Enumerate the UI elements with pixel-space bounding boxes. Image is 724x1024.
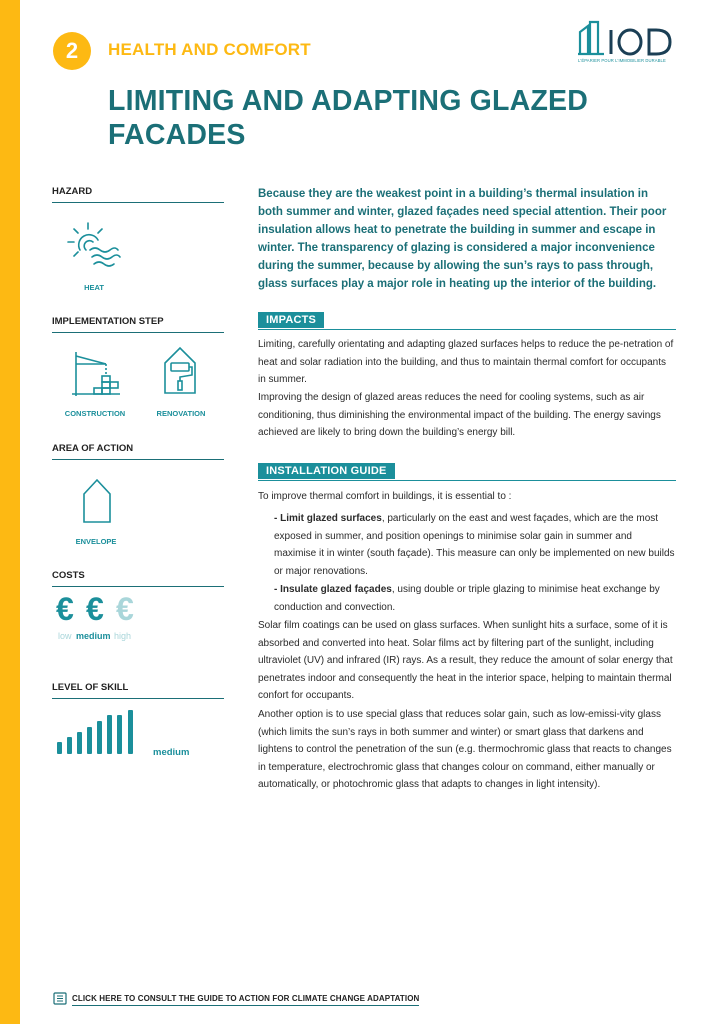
section-title: HEALTH AND COMFORT xyxy=(108,40,311,59)
skill-bar-7 xyxy=(117,715,122,754)
heat-icon xyxy=(66,220,122,272)
envelope-label: ENVELOPE xyxy=(75,537,117,546)
cost-label-high: high xyxy=(114,631,132,641)
skill-bar-6 xyxy=(107,715,112,754)
cost-euro-high: € xyxy=(116,591,134,627)
intro-paragraph: Because they are the weakest point in a building’s thermal insulation in both summer and winter, glazed façades need special attention. Their poor insulation allows heat to penetrate the building in summer and escape in winter. The transparency of glazing is considered a major inconvenience during the summer, because by allowing the sun’s rays to pass through, glass surfaces play a major role in heating up the interior of the building. xyxy=(258,188,667,290)
skill-bar-5 xyxy=(97,721,102,754)
envelope-house-icon xyxy=(82,478,112,524)
section-number-badge: 2 xyxy=(53,32,91,70)
renovation-label: RENOVATION xyxy=(156,409,206,418)
construction-icon xyxy=(72,350,122,398)
book-icon xyxy=(53,992,67,1005)
impacts-paragraph-1: Limiting, carefully orientating and adapting glazed surfaces helps to reduce the pe-netration of heat and solar radiation into the building, and thus to maintain thermal comfort for occupants in summer. xyxy=(258,339,674,385)
left-accent-bar xyxy=(0,0,20,1024)
skill-bar-2 xyxy=(67,737,72,754)
guide-link[interactable]: CLICK HERE TO CONSULT THE GUIDE TO ACTION FOR CLIMATE CHANGE ADAPTATION xyxy=(72,994,419,1006)
costs-heading: COSTS xyxy=(52,570,224,587)
skill-heading: LEVEL OF SKILL xyxy=(52,682,224,699)
skill-bar-8 xyxy=(128,710,133,754)
cost-euro-medium: € xyxy=(86,591,104,627)
cost-label-medium: medium xyxy=(76,631,111,641)
guide-bullet-1 xyxy=(274,510,676,580)
area-heading: AREA OF ACTION xyxy=(52,443,224,460)
skill-bar-3 xyxy=(77,732,82,754)
construction-label: CONSTRUCTION xyxy=(64,409,126,418)
hazard-label: HEAT xyxy=(84,283,104,292)
skill-bar-4 xyxy=(87,727,92,754)
guide-bullet-1-text: , particularly on the east and west façades, which are the most exposed in summer, and position openings to minimise solar gain in summer and maximise it in winter (south façade). This measure can only be implemented on new builds or major renovations. xyxy=(274,513,675,577)
impacts-heading: IMPACTS xyxy=(258,312,324,328)
skill-label: medium xyxy=(153,747,190,758)
skill-bar-1 xyxy=(57,742,62,754)
guide-bullet-2-strong: - Insulate glazed façades xyxy=(274,584,392,595)
guide-bullet-2 xyxy=(274,581,676,616)
guide-bullet-2-text: , using double or triple glazing to minimise heat exchange by conduction and convection. xyxy=(274,584,660,613)
renovation-icon xyxy=(163,345,197,395)
hazard-heading: HAZARD xyxy=(52,186,224,203)
guide-lead: To improve thermal comfort in buildings, it is essential to : xyxy=(258,491,512,502)
impacts-divider xyxy=(258,329,676,330)
logo-tagline: L'ÉPARIER POUR L'IMMOBILIER DURABLE xyxy=(578,58,666,63)
implementation-heading: IMPLEMENTATION STEP xyxy=(52,316,224,333)
guide-paragraph-2: Another option is to use special glass that reduces solar gain, such as low-emissi-vity glass (which limits the sun’s rays in both summer and winter) or smart glass that darkens and lightens to control the penetration of the sun (e.g. thermochromic glass that reacts to changes in temperature, electrochromic glass that changes colour on command, either manually or automatically, or photochromic glass that adapts to changes in light intensity). xyxy=(258,709,672,790)
guide-heading: INSTALLATION GUIDE xyxy=(258,463,395,479)
cost-euro-low: € xyxy=(56,591,74,627)
page-title: LIMITING AND ADAPTING GLAZED FACADES xyxy=(108,85,589,151)
cost-label-low: low xyxy=(58,631,72,641)
impacts-paragraph-2: Improving the design of glazed areas reduces the need for cooling systems, such as air conditioning, thus diminishing the environmental impact of the building. The energy savings achieved are likely to bring down the building’s energy bill. xyxy=(258,392,661,438)
guide-bullet-1-strong: - Limit glazed surfaces xyxy=(274,513,382,524)
guide-divider xyxy=(258,480,676,481)
guide-paragraph-1: Solar film coatings can be used on glass surfaces. When sunlight hits a surface, some of it is absorbed and converted into heat. Solar films act by filtering part of the sunlight, including ultraviolet (UV) and infrared (IR) rays. As a result, they reduce the amount of solar energy that penetrates indoor and consequently the heat in the interior space, helping to maintain thermal confort for occupants. xyxy=(258,620,673,701)
